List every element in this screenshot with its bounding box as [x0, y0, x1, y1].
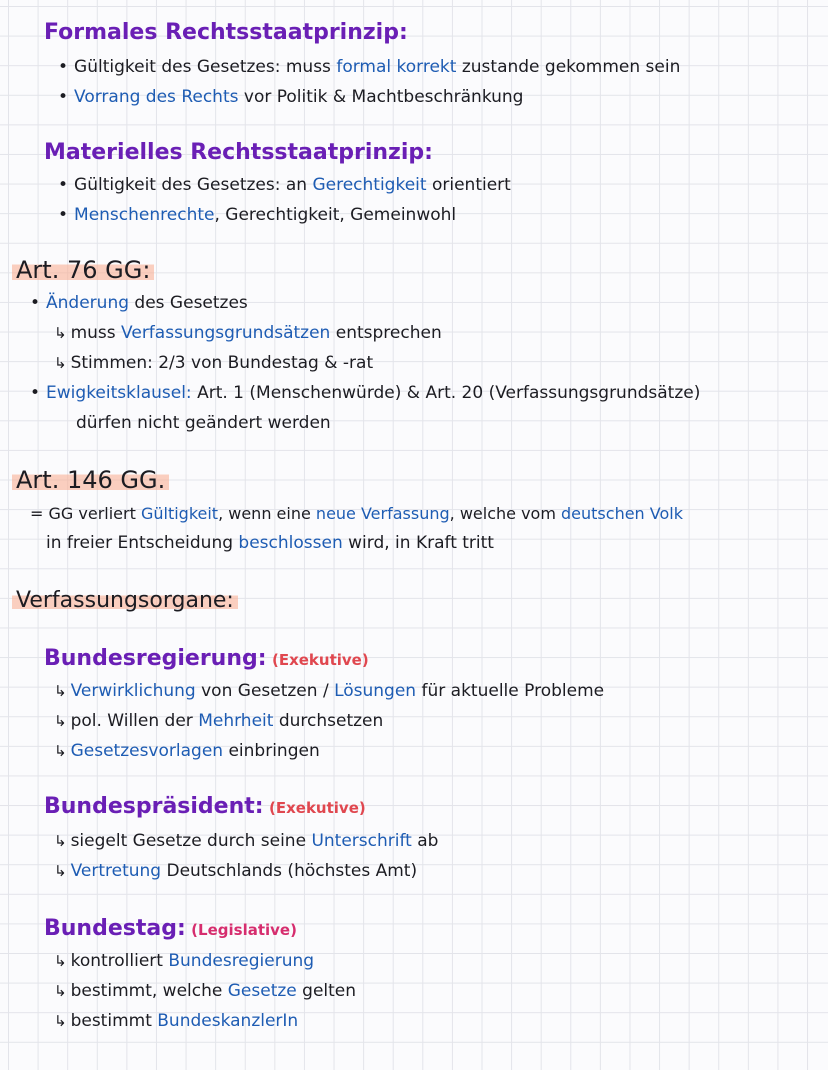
highlight-term: Mehrheit	[198, 711, 274, 731]
bundestag-item-2	[54, 980, 356, 1002]
text: gelten	[302, 981, 357, 1001]
highlight-term: Unterschrift	[311, 831, 412, 851]
text: vor Politik & Machtbeschränkung	[243, 87, 524, 107]
text: kontrolliert	[70, 951, 163, 971]
highlight-term: Änderung	[46, 293, 130, 313]
section-title: Bundesregierung:	[44, 646, 267, 671]
highlight-term: Bundesregierung	[168, 951, 315, 971]
branch-tag: (Exekutive)	[269, 799, 366, 817]
art76-sub-1	[54, 322, 442, 344]
art76-bullet-2: • Ewigkeitsklausel: Art. 1 (Menschenwürde) & Art. 20 (Verfassungsgrundsätze)	[30, 383, 701, 403]
heading-art-76	[12, 256, 154, 284]
heading-art-146	[12, 466, 169, 494]
text: in freier Entscheidung	[46, 533, 234, 553]
art146-line-2	[46, 532, 494, 554]
bundestag-heading	[44, 918, 297, 941]
highlight-term: Verwirklichung	[70, 681, 196, 701]
text: , welche vom	[449, 504, 556, 523]
highlight-term: Gesetze	[227, 981, 297, 1001]
highlight-term: Gesetzesvorlagen	[70, 741, 224, 761]
hook-arrow-icon: ↳	[54, 952, 67, 970]
art76-sub-2	[54, 352, 373, 374]
formal-bullet-2: • Vorrang des Rechts vor Politik & Machtbeschränkung	[58, 87, 524, 107]
text: Gültigkeit des Gesetzes: an	[74, 175, 308, 195]
text: Gültigkeit des Gesetzes: muss	[74, 57, 331, 77]
art146-line-1	[30, 503, 683, 525]
hook-arrow-icon: ↳	[54, 1012, 67, 1030]
art76-bullet-2-cont: dürfen nicht geändert werden	[76, 413, 331, 433]
text: für aktuelle Probleme	[421, 681, 605, 701]
hook-arrow-icon: ↳	[54, 982, 67, 1000]
text: siegelt Gesetze durch seine	[70, 831, 307, 851]
bundespraesident-heading	[44, 796, 366, 819]
highlight-term: deutschen Volk	[561, 504, 683, 523]
hook-arrow-icon: ↳	[54, 354, 67, 372]
heading-text: Art. 76 GG:	[12, 256, 154, 284]
hook-arrow-icon: ↳	[54, 742, 67, 760]
art76-bullet-1: • Änderung des Gesetzes	[30, 293, 248, 313]
highlight-term: BundeskanzlerIn	[157, 1011, 299, 1031]
text: des Gesetzes	[134, 293, 248, 313]
section-title: Bundestag:	[44, 916, 186, 941]
bundesregierung-heading	[44, 648, 369, 671]
highlight-term: Vorrang des Rechts	[74, 87, 239, 107]
text: , wenn eine	[218, 504, 311, 523]
text: orientiert	[431, 175, 511, 195]
highlight-term: Menschenrechte	[74, 205, 215, 225]
text: , Gerechtigkeit, Gemeinwohl	[214, 205, 457, 225]
text: Stimmen: 2/3 von Bundestag & -rat	[70, 353, 374, 373]
bundestag-item-1	[54, 950, 314, 972]
text: von Gesetzen /	[201, 681, 329, 701]
text: pol. Willen der	[70, 711, 193, 731]
text: Art. 1 (Menschenwürde) & Art. 20 (Verfassungsgrundsätze)	[197, 383, 701, 403]
hook-arrow-icon: ↳	[54, 682, 67, 700]
bundespraesident-item-1	[54, 830, 438, 852]
hook-arrow-icon: ↳	[54, 712, 67, 730]
text: ab	[417, 831, 439, 851]
bundesregierung-item-1	[54, 680, 604, 702]
heading-formales-rechtsstaatprinzip: Formales Rechtsstaatprinzip:	[44, 20, 408, 45]
bundesregierung-item-3	[54, 740, 320, 762]
text: durchsetzen	[278, 711, 384, 731]
heading-materielles-rechtsstaatprinzip: Materielles Rechtsstaatprinzip:	[44, 140, 433, 165]
highlight-term: Vertretung	[70, 861, 162, 881]
highlight-term: Ewigkeitsklausel:	[46, 383, 192, 403]
highlight-term: Gültigkeit	[140, 504, 219, 523]
hook-arrow-icon: ↳	[54, 832, 67, 850]
highlight-term: beschlossen	[238, 533, 343, 553]
section-title: Bundespräsident:	[44, 794, 264, 819]
materiell-bullet-1: • Gültigkeit des Gesetzes: an Gerechtigkeit orientiert	[58, 175, 511, 195]
text: = GG verliert	[30, 504, 136, 523]
text: einbringen	[228, 741, 320, 761]
heading-text: Verfassungsorgane:	[12, 588, 238, 613]
text: zustande gekommen sein	[461, 57, 681, 77]
hook-arrow-icon: ↳	[54, 324, 67, 342]
highlight-term: formal korrekt	[336, 57, 457, 77]
text: entsprechen	[335, 323, 442, 343]
branch-tag: (Legislative)	[191, 921, 297, 939]
highlight-term: Verfassungsgrundsätzen	[121, 323, 331, 343]
formal-bullet-1: • Gültigkeit des Gesetzes: muss formal korrekt zustande gekommen sein	[58, 57, 681, 77]
highlight-term: neue Verfassung	[315, 504, 450, 523]
text: bestimmt	[70, 1011, 152, 1031]
text: bestimmt, welche	[70, 981, 223, 1001]
hook-arrow-icon: ↳	[54, 862, 67, 880]
highlight-term: Lösungen	[334, 681, 417, 701]
bundespraesident-item-2	[54, 860, 417, 882]
heading-verfassungsorgane	[12, 590, 238, 612]
bundesregierung-item-2	[54, 710, 383, 732]
bundestag-item-3	[54, 1010, 298, 1032]
branch-tag: (Exekutive)	[271, 651, 369, 669]
materiell-bullet-2: • Menschenrechte, Gerechtigkeit, Gemeinwohl	[58, 205, 457, 225]
heading-text: Art. 146 GG.	[12, 466, 169, 494]
highlight-term: Gerechtigkeit	[312, 175, 427, 195]
text: wird, in Kraft tritt	[348, 533, 494, 553]
text: Deutschlands (höchstes Amt)	[166, 861, 418, 881]
text: muss	[70, 323, 116, 343]
